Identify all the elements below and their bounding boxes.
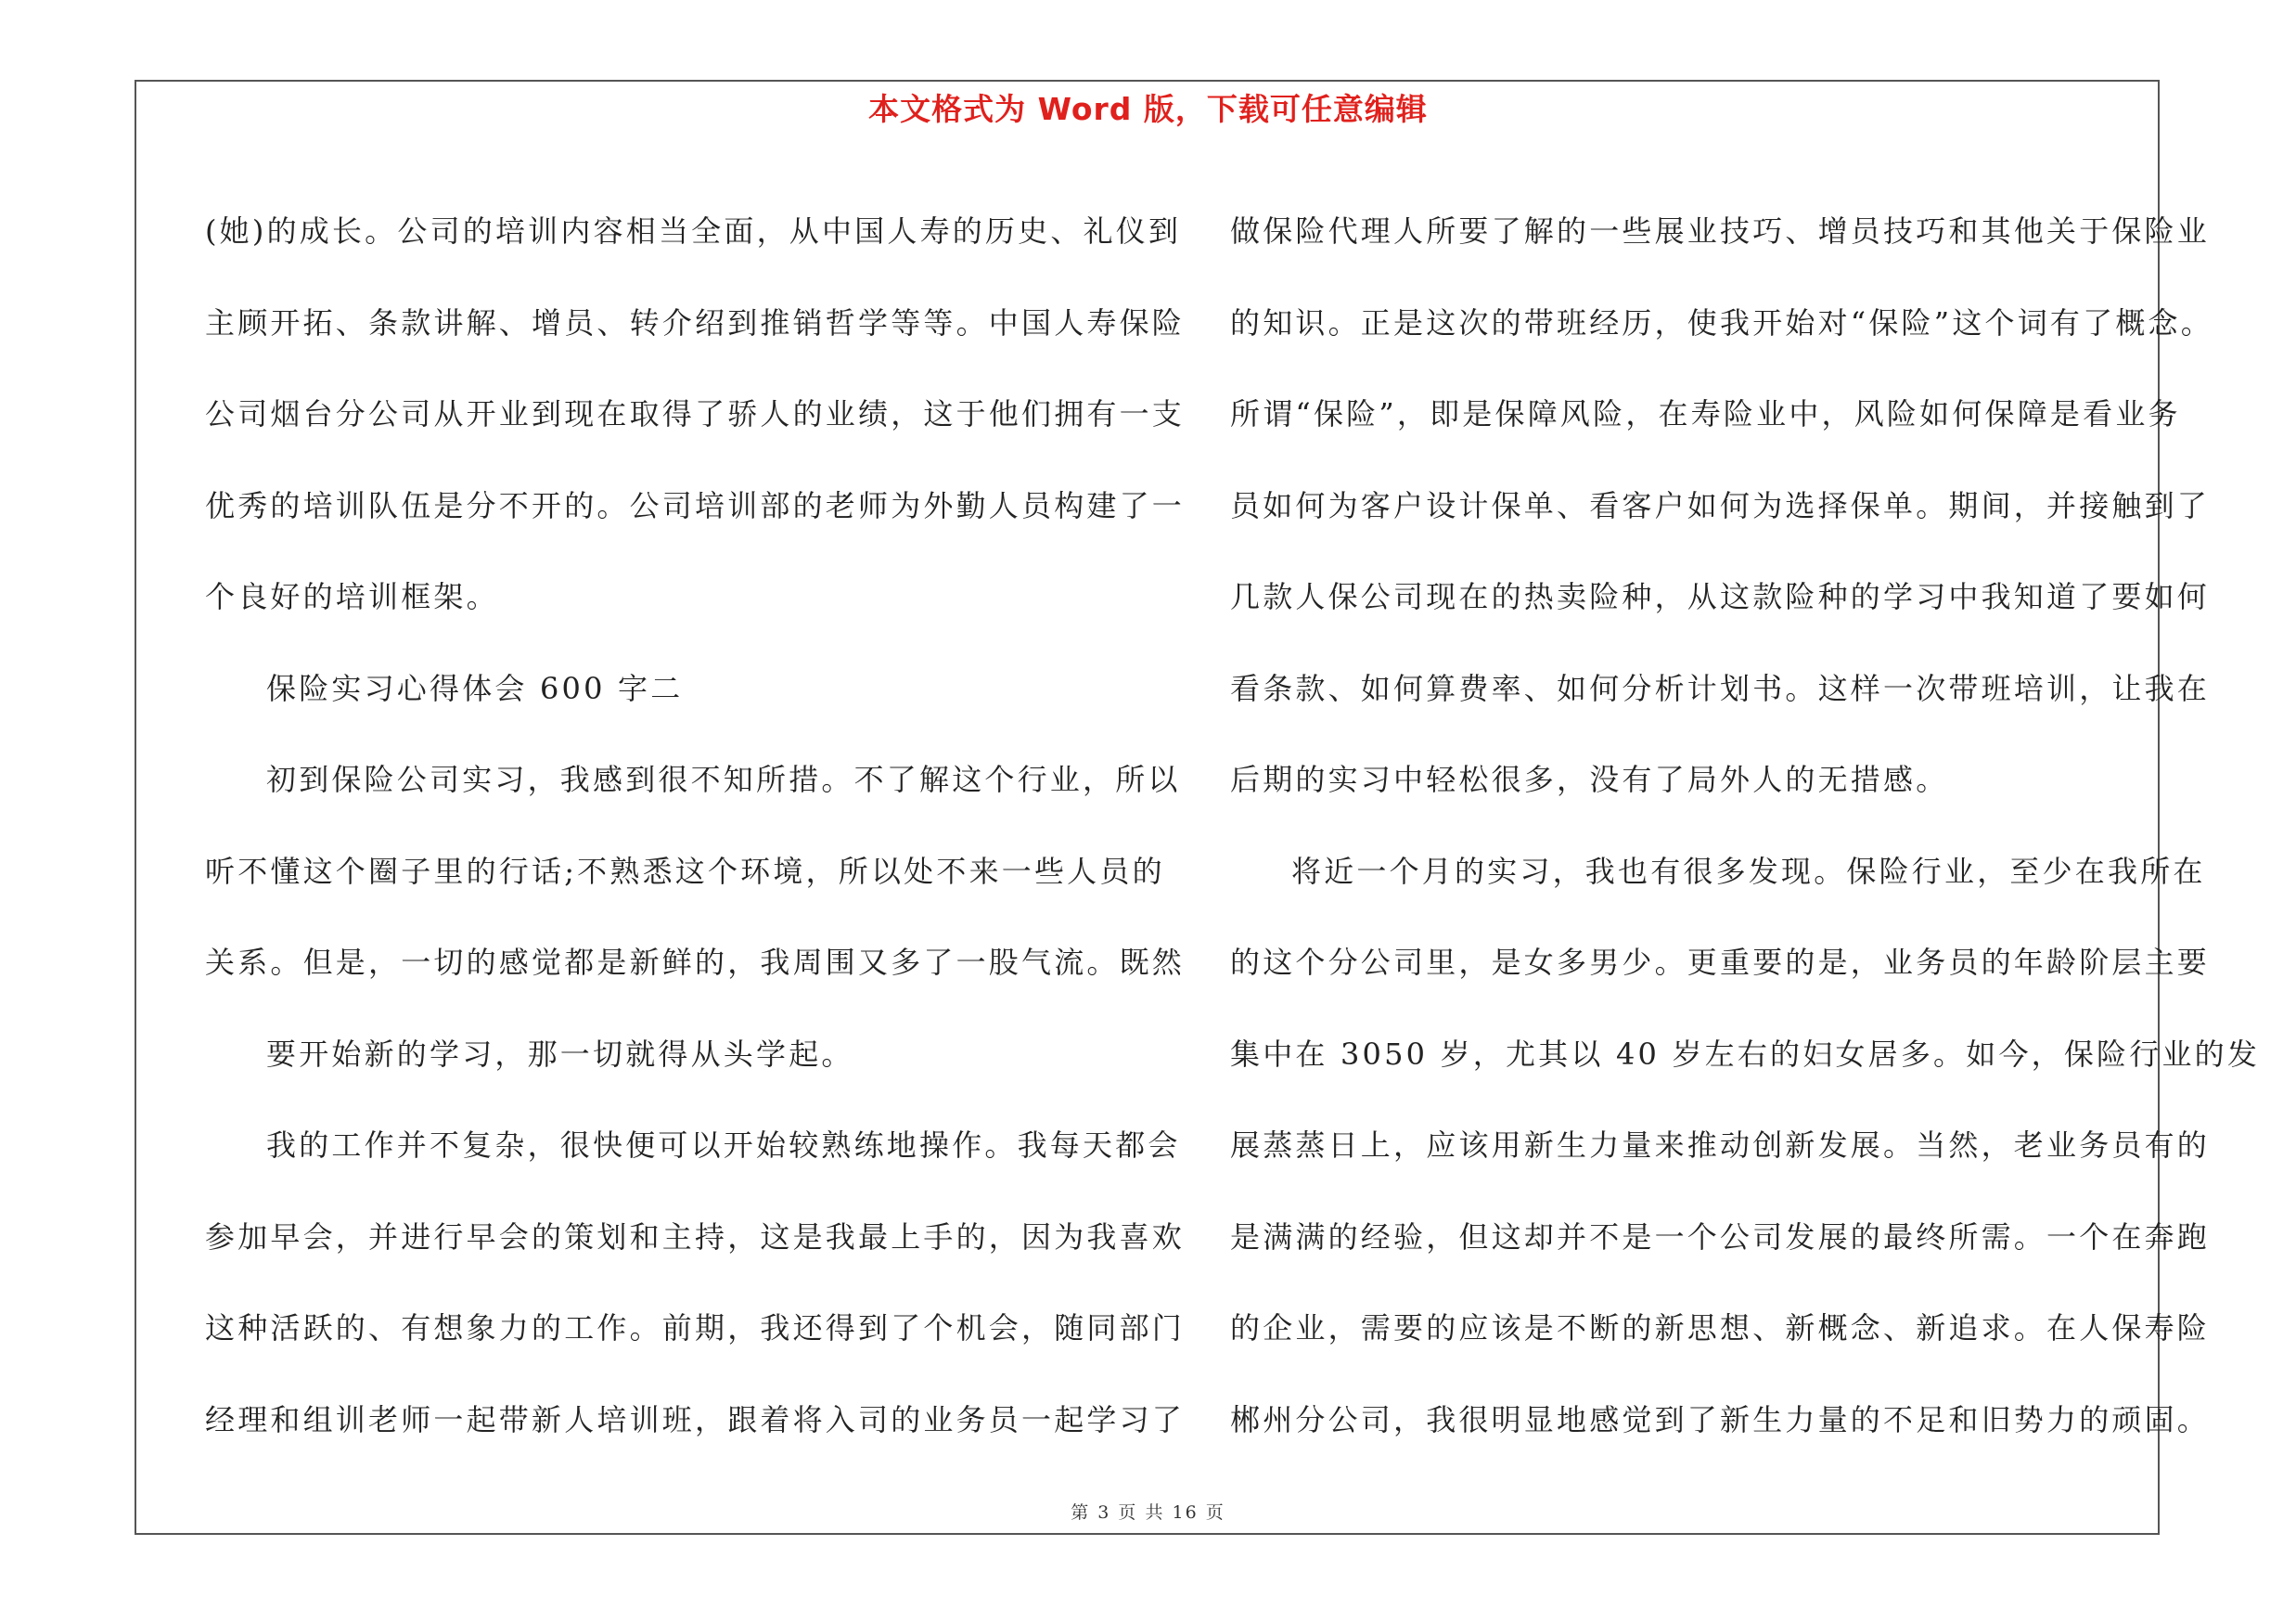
- text-line: 参加早会，并进行早会的策划和主持，这是我最上手的，因为我喜欢: [205, 1218, 1186, 1255]
- text-line: 听不懂这个圈子里的行话;不熟悉这个环境，所以处不来一些人员的: [205, 853, 1165, 889]
- text-line: 郴州分公司，我很明显地感觉到了新生力量的不足和旧势力的顽固。: [1230, 1401, 2211, 1437]
- text-line: 优秀的培训队伍是分不开的。公司培训部的老师为外勤人员构建了一: [205, 487, 1186, 523]
- text-line: 经理和组训老师一起带新人培训班，跟着将入司的业务员一起学习了: [205, 1401, 1186, 1437]
- text-line: 要开始新的学习，那一切就得从头学起。: [266, 1036, 854, 1072]
- text-line: 后期的实习中轻松很多，没有了局外人的无措感。: [1230, 762, 1949, 797]
- text-line: 的企业，需要的应该是不断的新思想、新概念、新追求。在人保寿险: [1230, 1310, 2211, 1346]
- page-number-footer: 第 3 页 共 16 页: [1071, 1502, 1225, 1523]
- text-line: 保险实习心得体会 600 字二: [266, 670, 684, 706]
- document-banner: 本文格式为 Word 版，下载可任意编辑: [868, 91, 1428, 127]
- text-line: 将近一个月的实习，我也有很多发现。保险行业，至少在我所在: [1291, 853, 2206, 889]
- text-line: 员如何为客户设计保单、看客户如何为选择保单。期间，并接触到了: [1230, 487, 2211, 523]
- text-line: 看条款、如何算费率、如何分析计划书。这样一次带班培训，让我在: [1230, 670, 2211, 706]
- text-line: (她)的成长。公司的培训内容相当全面，从中国人寿的历史、礼仪到: [205, 213, 1182, 249]
- text-line: 公司烟台分公司从开业到现在取得了骄人的业绩，这于他们拥有一支: [205, 396, 1186, 432]
- text-line: 主顾开拓、条款讲解、增员、转介绍到推销哲学等等。中国人寿保险: [205, 304, 1186, 341]
- text-line: 个良好的培训框架。: [205, 579, 499, 614]
- left-text-column: [205, 186, 1186, 1465]
- text-line: 几款人保公司现在的热卖险种，从这款险种的学习中我知道了要如何: [1230, 579, 2211, 614]
- text-line: 集中在 3050 岁，尤其以 40 岁左右的妇女居多。如今，保险行业的发: [1230, 1036, 2261, 1072]
- text-line: 的知识。正是这次的带班经历，使我开始对“保险”这个词有了概念。: [1230, 304, 2213, 341]
- text-line: 所谓“保险”，即是保障风险，在寿险业中，风险如何保障是看业务: [1230, 396, 2181, 432]
- text-line: 关系。但是，一切的感觉都是新鲜的，我周围又多了一股气流。既然: [205, 945, 1186, 980]
- right-text-column: [1230, 186, 2261, 1465]
- text-line: 是满满的经验，但这却并不是一个公司发展的最终所需。一个在奔跑: [1230, 1218, 2211, 1255]
- text-line: 我的工作并不复杂，很快便可以开始较熟练地操作。我每天都会: [266, 1127, 1181, 1163]
- text-line: 展蒸蒸日上，应该用新生力量来推动创新发展。当然，老业务员有的: [1230, 1127, 2211, 1163]
- text-line: 的这个分公司里，是女多男少。更重要的是，业务员的年龄阶层主要: [1230, 945, 2211, 980]
- text-line: 这种活跃的、有想象力的工作。前期，我还得到了个机会，随同部门: [205, 1310, 1186, 1346]
- text-line: 初到保险公司实习，我感到很不知所措。不了解这个行业，所以: [266, 762, 1181, 797]
- text-line: 做保险代理人所要了解的一些展业技巧、增员技巧和其他关于保险业: [1230, 213, 2211, 249]
